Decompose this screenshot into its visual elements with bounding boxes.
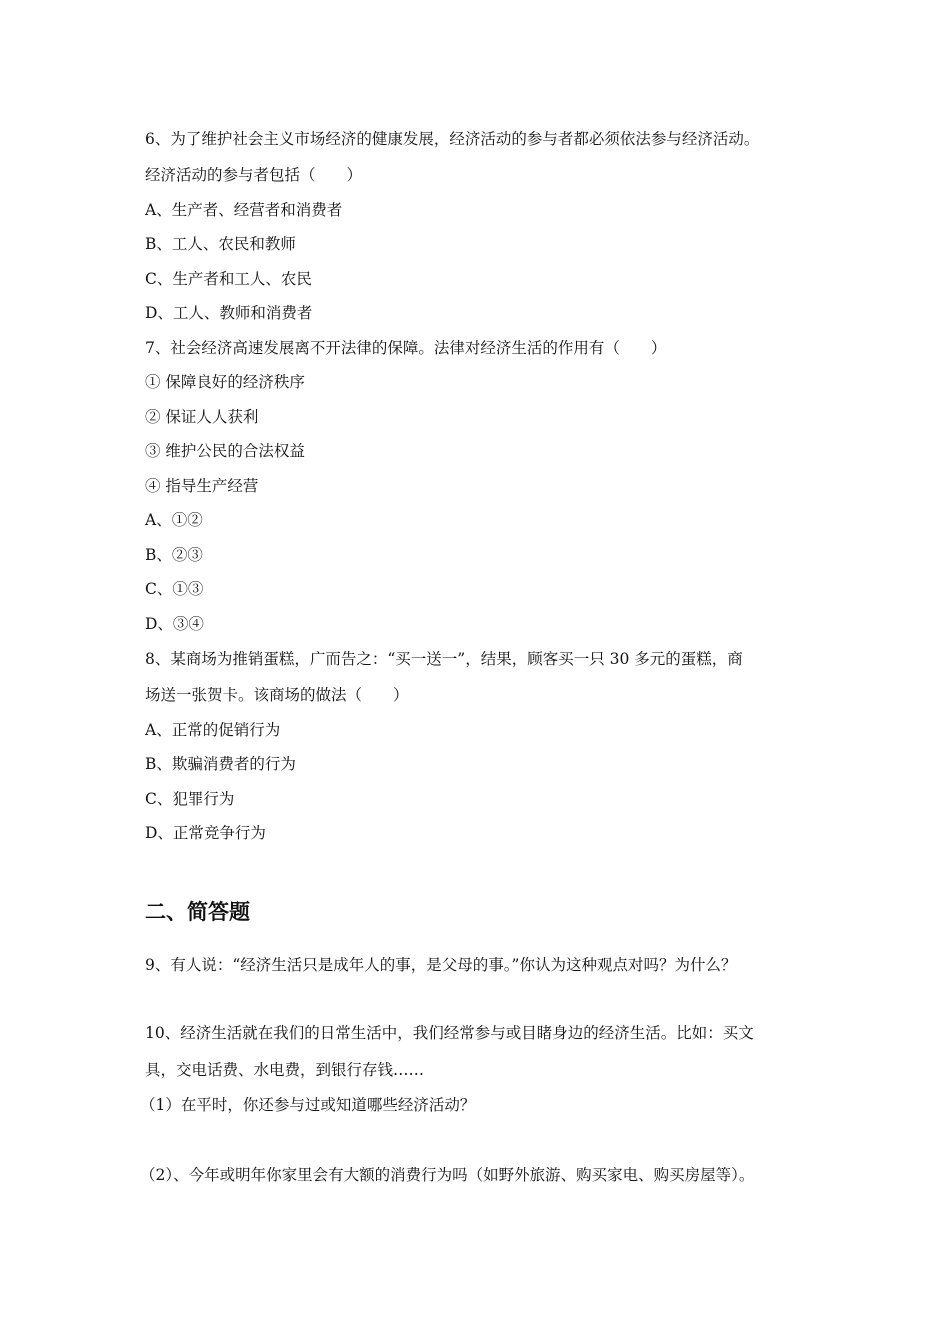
- q6-option-b: B、工人、农民和教师: [145, 235, 296, 253]
- q8-option-b: B、欺骗消费者的行为: [145, 755, 296, 773]
- section-title: 二、简答题: [145, 899, 250, 924]
- q6-stem-line2: 经济活动的参与者包括（ ）: [145, 166, 363, 184]
- q10-stem-line1: 10、经济生活就在我们的日常生活中，我们经常参与或目睹身边的经济生活。比如：买文: [145, 1024, 754, 1042]
- q10-stem-line2: 具，交电话费、水电费，到银行存钱……: [145, 1061, 425, 1079]
- q7-item-1: ① 保障良好的经济秩序: [145, 373, 305, 391]
- q8-option-a: A、正常的促销行为: [145, 721, 281, 739]
- q6-option-a: A、生产者、经营者和消费者: [145, 201, 343, 219]
- q6-option-c: C、生产者和工人、农民: [145, 270, 312, 288]
- q7-option-a: A、①②: [145, 511, 203, 529]
- q8-stem-line1: 8、某商场为推销蛋糕，广而告之：“买一送一”，结果，顾客买一只 30 多元的蛋糕，商: [145, 650, 743, 668]
- q10-sub-question-1: （1）在平时，你还参与过或知道哪些经济活动？: [140, 1096, 476, 1114]
- q6-option-d: D、工人、教师和消费者: [145, 304, 313, 322]
- q7-option-b: B、②③: [145, 546, 203, 564]
- q7-stem: 7、社会经济高速发展离不开法律的保障。法律对经济生活的作用有（ ）: [145, 339, 667, 357]
- q9-stem: 9、有人说：“经济生活只是成年人的事，是父母的事。”你认为这种观点对吗？为什么？: [145, 956, 737, 974]
- q6-stem-line1: 6、为了维护社会主义市场经济的健康发展，经济活动的参与者都必须依法参与经济活动。: [145, 130, 760, 148]
- q10-sub-question-2: （2）、今年或明年你家里会有大额的消费行为吗（如野外旅游、购买家电、购买房屋等）。: [140, 1166, 755, 1184]
- q8-stem-line2: 场送一张贺卡。该商场的做法（ ）: [145, 686, 409, 704]
- q8-option-d: D、正常竞争行为: [145, 824, 266, 842]
- q7-option-c: C、①③: [145, 580, 204, 598]
- q8-option-c: C、犯罪行为: [145, 790, 235, 808]
- q7-item-3: ③ 维护公民的合法权益: [145, 442, 305, 460]
- q7-item-4: ④ 指导生产经营: [145, 477, 259, 495]
- q7-item-2: ② 保证人人获利: [145, 408, 259, 426]
- q7-option-d: D、③④: [145, 615, 204, 633]
